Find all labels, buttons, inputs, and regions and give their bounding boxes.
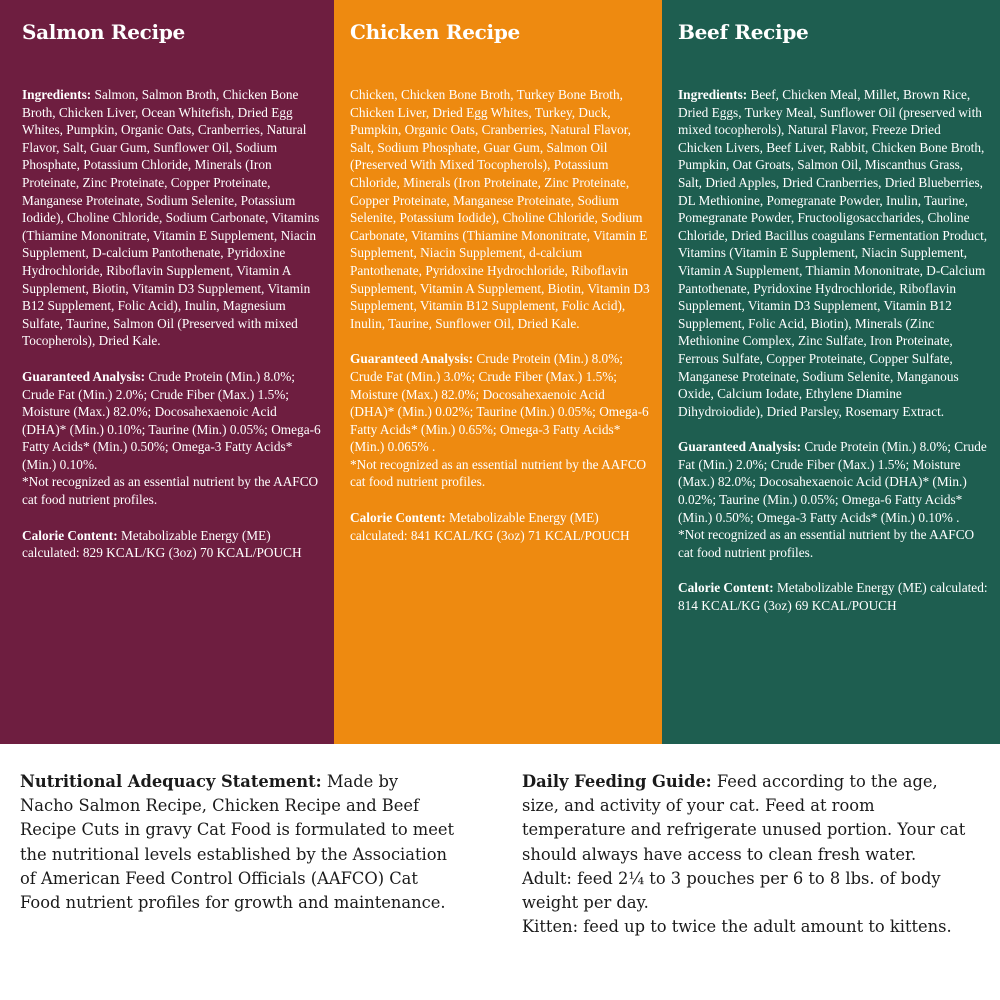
analysis-text [678,438,988,526]
recipe-title: Salmon Recipe [22,20,185,44]
calorie-values: Metabolizable Energy (ME) calculated: 841 KCAL/KG (3oz) 71 KCAL/POUCH [350,510,630,543]
recipe-title: Chicken Recipe [350,20,520,44]
ingredients-list: Beef, Chicken Meal, Millet, Brown Rice, Dried Eggs, Turkey Meal, Sunflower Oil (preserved with mixed tocopherols), Natural Flavor, Freeze Dried Chicken Livers, Beef Liver, Rabbit, Chicken Bone Broth, Pumpkin, Oat Groats, Salmon Oil, Miscanthus Grass, Salt, Dried Apples, Dried Cranberries, Dried Blueberries, DL Methionine, Pomegranate Powder, Inulin, Taurine, Pomegranate Powder, Fructooligosaccharides, Choline Chloride, Dried Bacillus coagulans Fermentation Product, Vitamins (Vitamin E Supplement, Niacin Supplement, Vitamin A Supplement, Thiamin Mononitrate, D-Calcium Pantothenate, Pyridoxine Hydrochloride, Riboflavin Supplement, Vitamin D3 Supplement, Vitamin B12 Supplement, Folic Acid, Biotin), Minerals (Zinc Methionine Complex, Zinc Sulfate, Iron Proteinate, Ferrous Sulfate, Copper Proteinate, Copper Sulfate, Manganese Proteinate, Sodium Selenite, Manganous Oxide, Calcium Iodate, Ethylene Diamine Dihydroiodide), Dried Parsley, Rosemary Extract. [678,87,988,419]
aafco-note: *Not recognized as an essential nutrient by the AAFCO cat food nutrient profiles. [350,456,647,490]
feeding-intro [522,770,978,867]
feeding-adult: Adult: feed 2¼ to 3 pouches per 6 to 8 lbs. of body weight per day. [522,868,941,913]
analysis-label: Guaranteed Analysis: [22,368,146,384]
analysis-text [350,350,650,456]
adequacy-label: Nutritional Adequacy Statement: [20,772,322,791]
statements-section [0,744,1000,1000]
analysis-values: Crude Protein (Min.) 8.0%; Crude Fat (Min.) 3.0%; Crude Fiber (Max.) 1.5%; Moisture (Max.) 82.0%; Docosahexaenoic Acid (DHA)* (Min.) 0.02%; Taurine (Min.) 0.05%; Omega-6 Fatty Acids* (Min.) 0.65%; Omega-3 Fatty Acids* (Min.) 0.065% . [350,351,649,455]
adequacy-text: Made by Nacho Salmon Recipe, Chicken Recipe and Beef Recipe Cuts in gravy Cat Food is formulated to meet the nutritional levels established by the Association of American Feed Control Officials (AAFCO) Cat Food nutrient profiles for growth and maintenance. [20,772,455,913]
aafco-note: *Not recognized as an essential nutrient by the AAFCO cat food nutrient profiles. [22,474,319,508]
nutritional-adequacy-statement [0,770,500,1000]
calorie-label: Calorie Content: [22,527,118,543]
calorie-text [678,579,988,614]
analysis-label: Guaranteed Analysis: [350,351,474,367]
analysis-text [22,368,322,474]
calorie-text [22,527,322,562]
feeding-kitten: Kitten: feed up to twice the adult amount to kittens. [522,917,952,937]
calorie-label: Calorie Content: [678,580,774,596]
feeding-text: Feed according to the age, size, and activity of your cat. Feed at room temperature and refrigerate unused portion. Your cat should always have access to clean fresh water. [522,772,966,864]
ingredients-label: Ingredients: [22,87,92,102]
calorie-text [350,509,650,544]
chicken-recipe-panel [334,0,662,744]
recipe-title: Beef Recipe [678,20,809,44]
ingredients-list: Salmon, Salmon Broth, Chicken Bone Broth, Chicken Liver, Ocean Whitefish, Dried Egg Whites, Pumpkin, Organic Oats, Cranberries, Natural Flavor, Salt, Guar Gum, Sunflower Oil, Sodium Phosphate, Potassium Chloride, Minerals (Iron Proteinate, Zinc Proteinate, Copper Proteinate, Manganese Proteinate, Sodium Selenite, Potassium Iodide), Choline Chloride, Sodium Carbonate, Vitamins (Thiamine Mononitrate, Vitamin E Supplement, Niacin Supplement, D-calcium Pantothenate, Pyridoxine Hydrochloride, Riboflavin Supplement, Vitamin A Supplement, Biotin, Vitamin D3 Supplement, Vitamin B12 Supplement, Folic Acid), Inulin, Magnesium Sulfate, Taurine, Salmon Oil (Preserved with mixed Tocopherols), Dried Kale. [22,87,320,349]
feeding-label: Daily Feeding Guide: [522,772,712,791]
ingredients-list: Chicken, Chicken Bone Broth, Turkey Bone Broth, Chicken Liver, Dried Egg Whites, Turkey, Duck, Pumpkin, Organic Oats, Cranberries, Natural Flavor, Salt, Sodium Phosphate, Guar Gum, Salmon Oil (Preserved With Mixed Tocopherols), Potassium Chloride, Minerals (Iron Proteinate, Zinc Proteinate, Copper Proteinate, Manganese Proteinate, Sodium Selenite, Potassium Iodide), Choline Chloride, Sodium Carbonate, Vitamins (Thiamine Mononitrate, Vitamin E Supplement, Niacin Supplement, d-calcium Pantothenate, Pyridoxine Hydrochloride, Riboflavin Supplement, Vitamin A Supplement, Biotin, Vitamin D3 Supplement, Vitamin B12 Supplement, Folic Acid), Inulin, Taurine, Sunflower Oil, Dried Kale. [350,87,650,331]
calorie-label: Calorie Content: [350,510,446,526]
daily-feeding-guide [500,770,1000,1000]
ingredients-label: Ingredients: [678,87,748,102]
ingredients-text [678,86,988,420]
analysis-values: Crude Protein (Min.) 8.0%; Crude Fat (Min.) 2.0%; Crude Fiber (Max.) 1.5%; Moisture (Max.) 82.0%; Docosahexaenoic Acid (DHA)* (Min.) 0.02%; Taurine (Min.) 0.05%; Omega-6 Fatty Acids* (Min.) 0.50%; Omega-3 Fatty Acids* (Min.) 0.10% . [678,439,987,525]
ingredients-text [22,86,322,350]
calorie-values: Metabolizable Energy (ME) calculated: 829 KCAL/KG (3oz) 70 KCAL/POUCH [22,527,302,561]
beef-recipe-panel [662,0,1000,744]
analysis-values: Crude Protein (Min.) 8.0%; Crude Fat (Min.) 2.0%; Crude Fiber (Max.) 1.5%; Moisture (Max.) 82.0%; Docosahexaenoic Acid (DHA)* (Min.) 0.10%; Taurine (Min.) 0.05%; Omega-6 Fatty Acids* (Min.) 0.50%; Omega-3 Fatty Acids* (Min.) 0.10%. [22,368,321,472]
aafco-note: *Not recognized as an essential nutrient by the AAFCO cat food nutrient profiles. [678,527,975,560]
salmon-recipe-panel [0,0,334,744]
ingredients-text [350,86,650,332]
calorie-values: Metabolizable Energy (ME) calculated: 814 KCAL/KG (3oz) 69 KCAL/POUCH [678,580,988,614]
analysis-label: Guaranteed Analysis: [678,439,802,455]
